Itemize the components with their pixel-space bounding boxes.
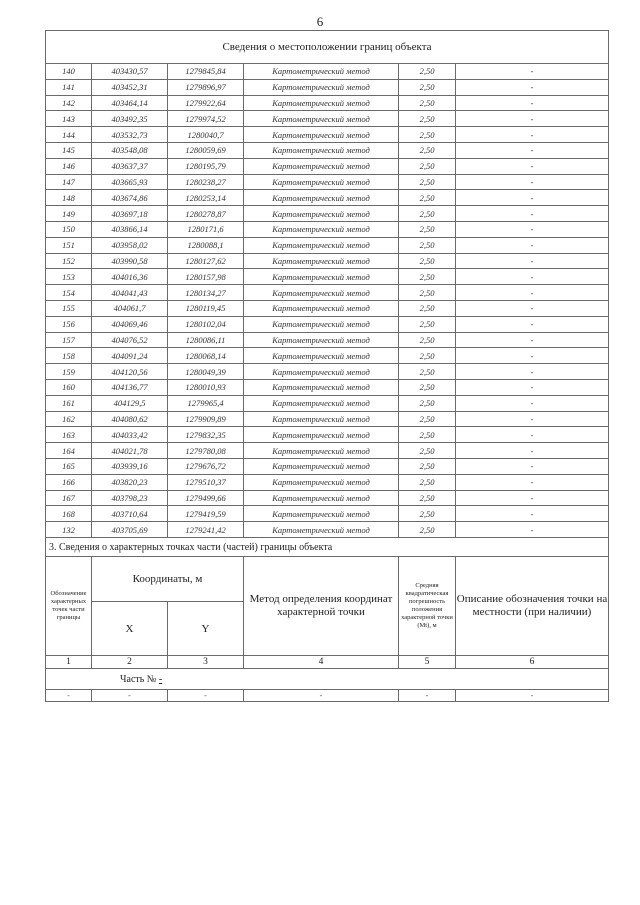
cell-point-number: 148 xyxy=(46,190,92,206)
cell-coord-x: 404021,78 xyxy=(92,443,168,459)
table-row xyxy=(46,427,609,443)
cell-coord-y: 1280088,1 xyxy=(168,237,244,253)
cell-method: Картометрический метод xyxy=(244,142,399,158)
cell-method: Картометрический метод xyxy=(244,206,399,222)
table-row xyxy=(46,206,609,222)
cell-point-number: 158 xyxy=(46,348,92,364)
cell-description: - xyxy=(456,458,609,474)
cell-description: - xyxy=(456,95,609,111)
cell-accuracy: 2,50 xyxy=(399,206,456,222)
cell-coord-y: 1279965,4 xyxy=(168,395,244,411)
cell-description: - xyxy=(456,221,609,237)
header-description: Описание обозначения точки на местности (при наличии) xyxy=(456,557,609,656)
cell-coord-y: 1280102,04 xyxy=(168,316,244,332)
cell-coord-y: 1279922,64 xyxy=(168,95,244,111)
cell-coord-x: 403665,93 xyxy=(92,174,168,190)
cell-coord-y: 1279974,52 xyxy=(168,111,244,127)
cell-coord-y: 1280040,7 xyxy=(168,127,244,143)
table-row xyxy=(46,316,609,332)
cell-accuracy: 2,50 xyxy=(399,79,456,95)
cell-point-number: 166 xyxy=(46,474,92,490)
cell-coord-y: 1280049,39 xyxy=(168,364,244,380)
cell-method: Картометрический метод xyxy=(244,300,399,316)
cell-coord-x: 403697,18 xyxy=(92,206,168,222)
cell-accuracy: 2,50 xyxy=(399,332,456,348)
cell-point-number: 167 xyxy=(46,490,92,506)
cell-method: Картометрический метод xyxy=(244,95,399,111)
cell-method: Картометрический метод xyxy=(244,411,399,427)
cell-accuracy: 2,50 xyxy=(399,95,456,111)
cell-point-number: 151 xyxy=(46,237,92,253)
cell-coord-x: 404091,24 xyxy=(92,348,168,364)
cell-description: - xyxy=(456,190,609,206)
cell-description: - xyxy=(456,111,609,127)
cell-description: - xyxy=(456,427,609,443)
cell-point-number: 144 xyxy=(46,127,92,143)
cell-description: - xyxy=(456,253,609,269)
cell-coord-x: 403710,64 xyxy=(92,506,168,522)
cell-coord-y: 1280134,27 xyxy=(168,285,244,301)
table-row xyxy=(46,458,609,474)
cell-coord-x: 404069,46 xyxy=(92,316,168,332)
table-row xyxy=(46,269,609,285)
cell-method: Картометрический метод xyxy=(244,427,399,443)
cell-coord-y: 1279499,66 xyxy=(168,490,244,506)
cell-description: - xyxy=(456,206,609,222)
cell-method: Картометрический метод xyxy=(244,332,399,348)
cell-point-number: 157 xyxy=(46,332,92,348)
cell-accuracy: 2,50 xyxy=(399,506,456,522)
cell-description: - xyxy=(456,127,609,143)
table-row xyxy=(46,95,609,111)
cell-accuracy: 2,50 xyxy=(399,221,456,237)
cell-coord-x: 403548,08 xyxy=(92,142,168,158)
table-row xyxy=(46,379,609,395)
cell-accuracy: 2,50 xyxy=(399,490,456,506)
cell-coord-x: 404129,5 xyxy=(92,395,168,411)
cell-method: Картометрический метод xyxy=(244,127,399,143)
cell-coord-y: 1280171,6 xyxy=(168,221,244,237)
table-row xyxy=(46,111,609,127)
cell-coord-y: 1279510,37 xyxy=(168,474,244,490)
cell-accuracy: 2,50 xyxy=(399,348,456,364)
table-row xyxy=(46,79,609,95)
empty-cell: - xyxy=(399,690,456,702)
cell-point-number: 154 xyxy=(46,285,92,301)
table-row xyxy=(46,490,609,506)
cell-coord-y: 1279419,59 xyxy=(168,506,244,522)
column-number: 6 xyxy=(456,656,609,669)
cell-coord-y: 1280195,79 xyxy=(168,158,244,174)
cell-accuracy: 2,50 xyxy=(399,300,456,316)
table-row xyxy=(46,221,609,237)
cell-point-number: 146 xyxy=(46,158,92,174)
header-point-designation: Обозначение характерных точек части границы xyxy=(46,557,92,656)
cell-coord-x: 404136,77 xyxy=(92,379,168,395)
cell-description: - xyxy=(456,443,609,459)
table-row xyxy=(46,364,609,380)
cell-description: - xyxy=(456,522,609,538)
cell-accuracy: 2,50 xyxy=(399,158,456,174)
cell-coord-y: 1279909,89 xyxy=(168,411,244,427)
cell-coord-x: 403990,58 xyxy=(92,253,168,269)
cell-point-number: 147 xyxy=(46,174,92,190)
cell-method: Картометрический метод xyxy=(244,395,399,411)
cell-point-number: 168 xyxy=(46,506,92,522)
empty-cell: - xyxy=(168,690,244,702)
cell-coord-y: 1280278,87 xyxy=(168,206,244,222)
cell-description: - xyxy=(456,237,609,253)
cell-accuracy: 2,50 xyxy=(399,458,456,474)
cell-point-number: 156 xyxy=(46,316,92,332)
header-y: Y xyxy=(168,602,244,656)
cell-accuracy: 2,50 xyxy=(399,443,456,459)
section-3-title: 3. Сведения о характерных точках части (частей) границы объекта xyxy=(46,538,609,557)
cell-point-number: 161 xyxy=(46,395,92,411)
part-label: Часть № xyxy=(120,673,157,685)
cell-method: Картометрический метод xyxy=(244,221,399,237)
cell-description: - xyxy=(456,364,609,380)
cell-description: - xyxy=(456,174,609,190)
cell-coord-x: 403430,57 xyxy=(92,64,168,80)
cell-accuracy: 2,50 xyxy=(399,285,456,301)
cell-method: Картометрический метод xyxy=(244,364,399,380)
cell-point-number: 132 xyxy=(46,522,92,538)
cell-description: - xyxy=(456,411,609,427)
cell-accuracy: 2,50 xyxy=(399,174,456,190)
column-numbers-row xyxy=(46,656,609,669)
table-row xyxy=(46,522,609,538)
table-row xyxy=(46,142,609,158)
cell-coord-x: 403637,37 xyxy=(92,158,168,174)
column-number: 3 xyxy=(168,656,244,669)
cell-coord-y: 1279845,84 xyxy=(168,64,244,80)
cell-accuracy: 2,50 xyxy=(399,395,456,411)
cell-coord-x: 403452,31 xyxy=(92,79,168,95)
cell-coord-y: 1280238,27 xyxy=(168,174,244,190)
cell-coord-y: 1279832,35 xyxy=(168,427,244,443)
cell-coord-x: 403798,23 xyxy=(92,490,168,506)
cell-method: Картометрический метод xyxy=(244,490,399,506)
cell-coord-x: 403958,02 xyxy=(92,237,168,253)
cell-coord-x: 403464,14 xyxy=(92,95,168,111)
part-value: - xyxy=(158,673,163,685)
cell-coord-x: 403820,23 xyxy=(92,474,168,490)
cell-point-number: 163 xyxy=(46,427,92,443)
cell-description: - xyxy=(456,269,609,285)
cell-accuracy: 2,50 xyxy=(399,269,456,285)
cell-accuracy: 2,50 xyxy=(399,142,456,158)
cell-accuracy: 2,50 xyxy=(399,237,456,253)
cell-method: Картометрический метод xyxy=(244,348,399,364)
cell-method: Картометрический метод xyxy=(244,269,399,285)
cell-accuracy: 2,50 xyxy=(399,474,456,490)
cell-accuracy: 2,50 xyxy=(399,411,456,427)
table-row xyxy=(46,64,609,80)
boundaries-title: Сведения о местоположении границ объекта xyxy=(46,31,609,64)
cell-description: - xyxy=(456,64,609,80)
cell-description: - xyxy=(456,379,609,395)
cell-point-number: 140 xyxy=(46,64,92,80)
cell-accuracy: 2,50 xyxy=(399,253,456,269)
cell-description: - xyxy=(456,142,609,158)
cell-coord-x: 404120,56 xyxy=(92,364,168,380)
cell-coord-x: 404061,7 xyxy=(92,300,168,316)
table-row xyxy=(46,190,609,206)
cell-coord-y: 1280127,62 xyxy=(168,253,244,269)
table-row xyxy=(46,332,609,348)
cell-accuracy: 2,50 xyxy=(399,111,456,127)
cell-coord-x: 403705,69 xyxy=(92,522,168,538)
table-row xyxy=(46,411,609,427)
cell-method: Картометрический метод xyxy=(244,506,399,522)
cell-accuracy: 2,50 xyxy=(399,364,456,380)
empty-cell: - xyxy=(244,690,399,702)
cell-point-number: 142 xyxy=(46,95,92,111)
cell-point-number: 153 xyxy=(46,269,92,285)
boundaries-header-row xyxy=(46,31,609,64)
cell-coord-y: 1280068,14 xyxy=(168,348,244,364)
empty-cell: - xyxy=(456,690,609,702)
cell-coord-x: 404076,52 xyxy=(92,332,168,348)
cell-accuracy: 2,50 xyxy=(399,427,456,443)
cell-method: Картометрический метод xyxy=(244,79,399,95)
cell-coord-y: 1280010,93 xyxy=(168,379,244,395)
cell-coord-y: 1279241,42 xyxy=(168,522,244,538)
cell-coord-x: 403866,14 xyxy=(92,221,168,237)
page-number: 6 xyxy=(316,14,324,29)
cell-method: Картометрический метод xyxy=(244,285,399,301)
column-number: 1 xyxy=(46,656,92,669)
cell-point-number: 152 xyxy=(46,253,92,269)
cell-description: - xyxy=(456,332,609,348)
cell-accuracy: 2,50 xyxy=(399,316,456,332)
table-row xyxy=(46,474,609,490)
cell-coord-y: 1280253,14 xyxy=(168,190,244,206)
column-number: 2 xyxy=(92,656,168,669)
cell-point-number: 165 xyxy=(46,458,92,474)
table-row xyxy=(46,443,609,459)
cell-description: - xyxy=(456,316,609,332)
cell-description: - xyxy=(456,395,609,411)
cell-coord-y: 1280086,11 xyxy=(168,332,244,348)
table-row xyxy=(46,158,609,174)
cell-coord-x: 404033,42 xyxy=(92,427,168,443)
table-row xyxy=(46,237,609,253)
cell-point-number: 145 xyxy=(46,142,92,158)
cell-coord-x: 404041,43 xyxy=(92,285,168,301)
cell-method: Картометрический метод xyxy=(244,522,399,538)
cell-method: Картометрический метод xyxy=(244,237,399,253)
cell-method: Картометрический метод xyxy=(244,474,399,490)
empty-cell: - xyxy=(92,690,168,702)
cell-method: Картометрический метод xyxy=(244,190,399,206)
column-number: 5 xyxy=(399,656,456,669)
cell-accuracy: 2,50 xyxy=(399,190,456,206)
empty-data-row xyxy=(46,690,609,702)
cell-point-number: 143 xyxy=(46,111,92,127)
cell-description: - xyxy=(456,300,609,316)
cell-method: Картометрический метод xyxy=(244,158,399,174)
cell-coord-x: 404080,62 xyxy=(92,411,168,427)
cell-method: Картометрический метод xyxy=(244,316,399,332)
header-coordinates: Координаты, м xyxy=(92,557,244,602)
cell-accuracy: 2,50 xyxy=(399,522,456,538)
cell-method: Картометрический метод xyxy=(244,111,399,127)
cell-coord-x: 403939,16 xyxy=(92,458,168,474)
table-row xyxy=(46,300,609,316)
boundaries-table xyxy=(45,30,609,538)
cell-point-number: 150 xyxy=(46,221,92,237)
cell-coord-y: 1280119,45 xyxy=(168,300,244,316)
table-row xyxy=(46,174,609,190)
table-row xyxy=(46,253,609,269)
part-points-table xyxy=(45,537,609,702)
cell-method: Картометрический метод xyxy=(244,174,399,190)
cell-coord-x: 403532,73 xyxy=(92,127,168,143)
cell-coord-y: 1280059,69 xyxy=(168,142,244,158)
table-row xyxy=(46,127,609,143)
table-row xyxy=(46,348,609,364)
cell-description: - xyxy=(456,79,609,95)
header-x: X xyxy=(92,602,168,656)
cell-point-number: 160 xyxy=(46,379,92,395)
column-number: 4 xyxy=(244,656,399,669)
cell-description: - xyxy=(456,285,609,301)
cell-point-number: 164 xyxy=(46,443,92,459)
cell-description: - xyxy=(456,474,609,490)
part-label-row xyxy=(46,669,609,690)
cell-coord-x: 403492,35 xyxy=(92,111,168,127)
cell-description: - xyxy=(456,490,609,506)
cell-coord-y: 1279780,08 xyxy=(168,443,244,459)
cell-point-number: 149 xyxy=(46,206,92,222)
cell-accuracy: 2,50 xyxy=(399,379,456,395)
cell-point-number: 141 xyxy=(46,79,92,95)
cell-method: Картометрический метод xyxy=(244,379,399,395)
cell-coord-y: 1279676,72 xyxy=(168,458,244,474)
cell-point-number: 155 xyxy=(46,300,92,316)
cell-coord-y: 1279896,97 xyxy=(168,79,244,95)
cell-coord-x: 404016,36 xyxy=(92,269,168,285)
cell-point-number: 159 xyxy=(46,364,92,380)
cell-accuracy: 2,50 xyxy=(399,127,456,143)
cell-description: - xyxy=(456,158,609,174)
empty-cell: - xyxy=(46,690,92,702)
table-row xyxy=(46,395,609,411)
cell-coord-y: 1280157,98 xyxy=(168,269,244,285)
cell-description: - xyxy=(456,506,609,522)
cell-point-number: 162 xyxy=(46,411,92,427)
cell-accuracy: 2,50 xyxy=(399,64,456,80)
header-accuracy: Средняя квадратическая погрешность положения характерной точки (Mt), м xyxy=(399,557,456,656)
cell-method: Картометрический метод xyxy=(244,253,399,269)
cell-method: Картометрический метод xyxy=(244,458,399,474)
table-row xyxy=(46,506,609,522)
cell-description: - xyxy=(456,348,609,364)
cell-method: Картометрический метод xyxy=(244,443,399,459)
table-row xyxy=(46,285,609,301)
cell-method: Картометрический метод xyxy=(244,64,399,80)
cell-coord-x: 403674,86 xyxy=(92,190,168,206)
header-method: Метод определения координат характерной точки xyxy=(244,557,399,656)
